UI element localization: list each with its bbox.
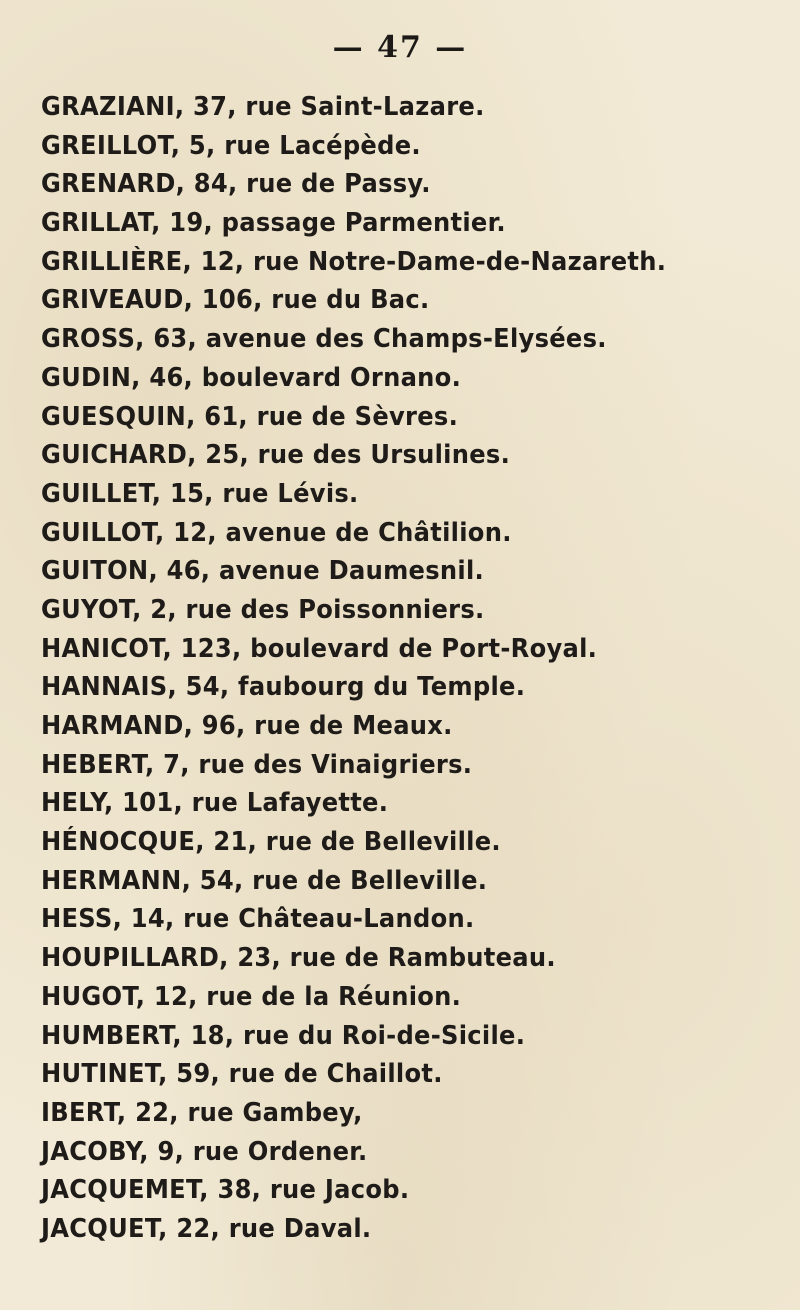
list-item: HUMBERT, 18, rue du Roi-de-Sicile. — [41, 1020, 526, 1051]
list-item: GRILLIÈRE, 12, rue Notre-Dame-de-Nazareth. — [41, 246, 667, 277]
list-item: HUTINET, 59, rue de Chaillot. — [41, 1059, 443, 1090]
list-item: HARMAND, 96, rue de Meaux. — [41, 711, 453, 741]
page-number: — 47 — — [332, 30, 468, 65]
list-item: GUILLOT, 12, avenue de Châtilion. — [41, 517, 512, 548]
list-item: GUILLET, 15, rue Lévis. — [41, 478, 359, 509]
list-item: GUYOT, 2, rue des Poissonniers. — [41, 594, 485, 625]
list-item: GRAZIANI, 37, rue Saint-Lazare. — [41, 92, 485, 122]
list-item: HÉNOCQUE, 21, rue de Belleville. — [41, 827, 501, 858]
list-item: JACQUET, 22, rue Daval. — [41, 1213, 372, 1244]
list-item: HANICOT, 123, boulevard de Port-Royal. — [41, 633, 598, 664]
list-item: GRILLAT, 19, passage Parmentier. — [41, 208, 506, 239]
list-item: GUICHARD, 25, rue des Ursulines. — [41, 440, 511, 471]
list-item: GRENARD, 84, rue de Passy. — [41, 169, 431, 200]
list-item: GRIVEAUD, 106, rue du Bac. — [41, 285, 430, 316]
list-item: HELY, 101, rue Lafayette. — [41, 788, 389, 819]
list-item: HESS, 14, rue Château-Landon. — [41, 904, 475, 935]
list-item: HOUPILLARD, 23, rue de Rambuteau. — [41, 943, 556, 974]
list-item: GREILLOT, 5, rue Lacépède. — [41, 130, 421, 161]
list-item: JACQUEMET, 38, rue Jacob. — [41, 1175, 410, 1206]
list-item: GUDIN, 46, boulevard Ornano. — [41, 362, 462, 393]
list-item: GROSS, 63, avenue des Champs-Elysées. — [41, 324, 607, 355]
list-item: HERMANN, 54, rue de Belleville. — [41, 865, 488, 896]
list-item: GUESQUIN, 61, rue de Sèvres. — [41, 401, 459, 432]
list-item: HANNAIS, 54, faubourg du Temple. — [41, 672, 526, 703]
list-item: GUITON, 46, avenue Daumesnil. — [41, 556, 485, 587]
list-item: IBERT, 22, rue Gambey, — [41, 1097, 363, 1128]
list-item: HUGOT, 12, rue de la Réunion. — [41, 981, 462, 1012]
address-list — [41, 88, 713, 1249]
list-item: JACOBY, 9, rue Ordener. — [41, 1136, 368, 1167]
list-item: HEBERT, 7, rue des Vinaigriers. — [41, 749, 473, 780]
